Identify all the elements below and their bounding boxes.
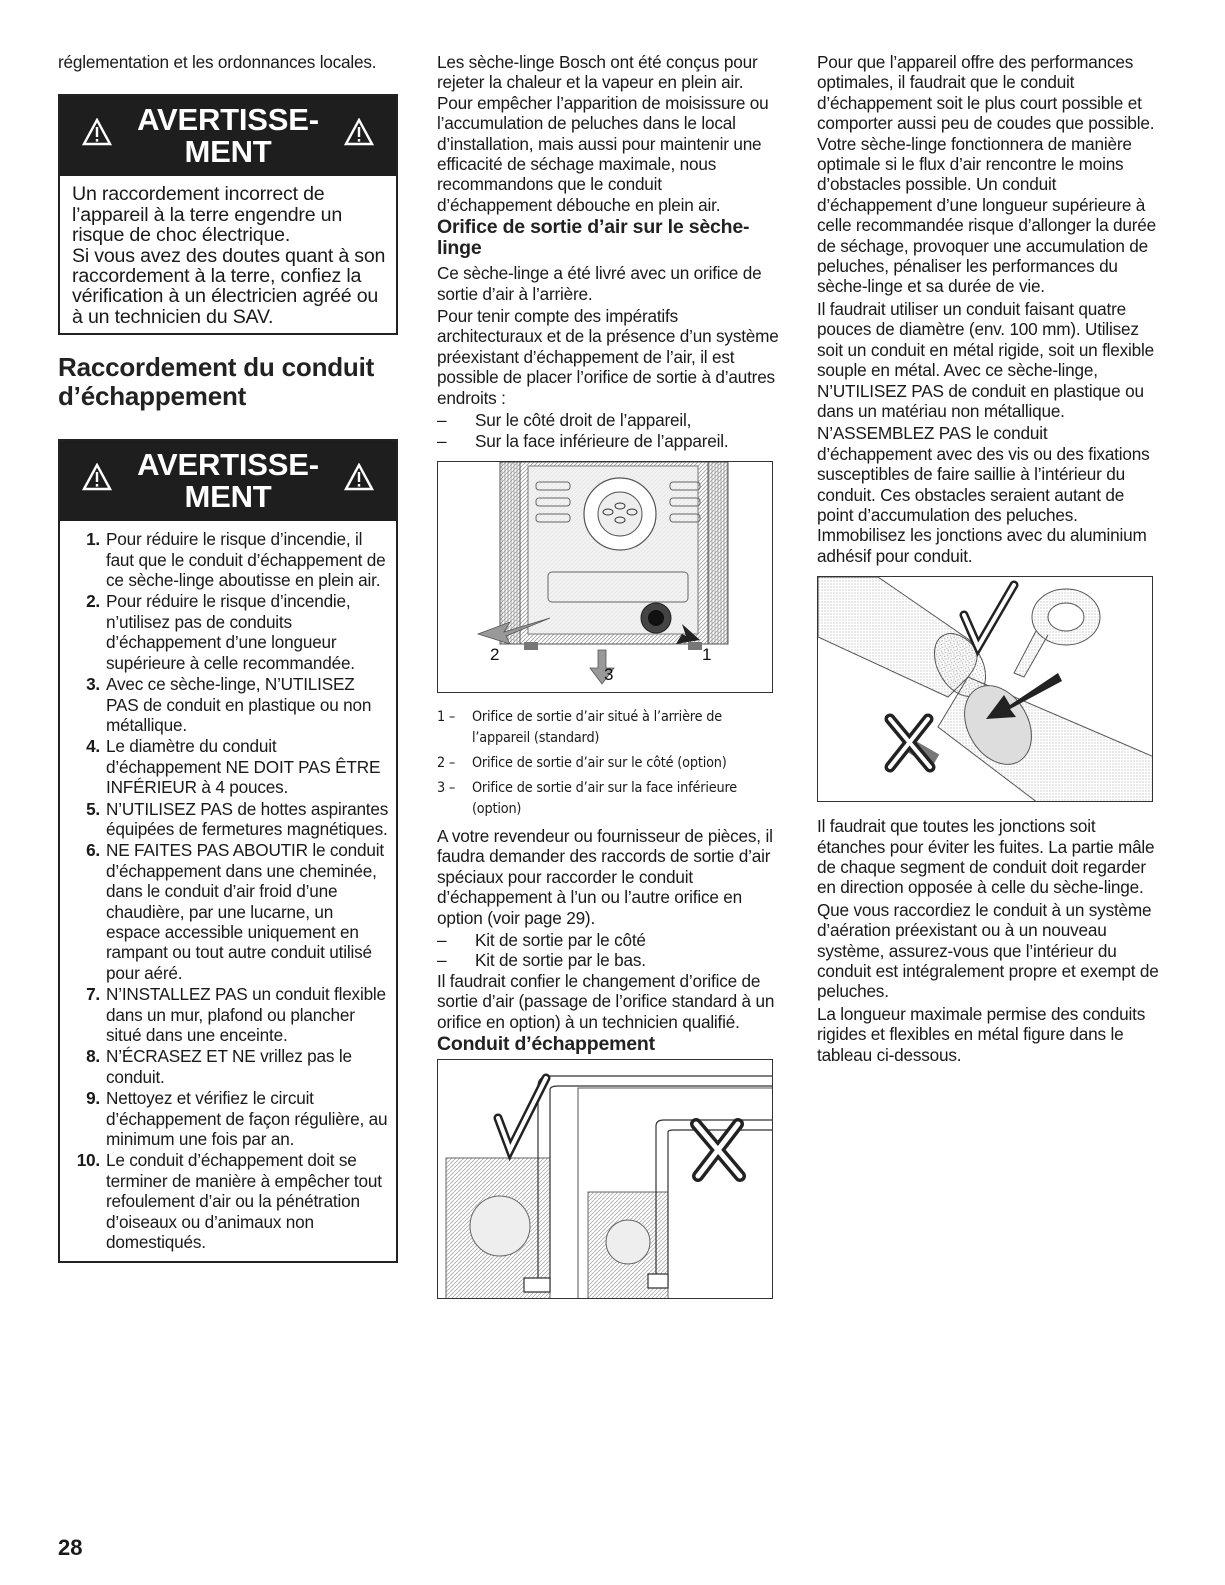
- warning-box-grounding: [58, 94, 398, 335]
- list-number: 1.: [86, 529, 100, 550]
- figure-caption: [437, 753, 777, 774]
- caption-number: 3 –: [437, 779, 456, 796]
- list-item: [70, 984, 390, 1045]
- paragraph: La longueur maximale permise des conduits rigides et flexibles en métal figure dans le tableau ci-dessous.: [817, 1003, 1146, 1065]
- dash-text: Kit de sortie par le bas.: [475, 950, 646, 971]
- warning-title-line1: AVERTISSE-: [137, 447, 319, 483]
- dash-text: Sur le côté droit de l’appareil,: [475, 410, 692, 431]
- paragraph: N’ASSEMBLEZ PAS le conduit d’échappement avec des vis ou des fixations susceptibles de faire saillie à l’intérieur du conduit. Ces obstacles seraient autant de point d’accumulation des peluches. Immobilisez les jonctions avec du aluminium adhésif pour conduit.: [817, 423, 1150, 566]
- list-text: Pour réduire le risque d’incendie, n’utilisez pas de conduits d’échappement d’une longueur supérieure à celle recommandée.: [106, 591, 355, 673]
- dash-item: [437, 431, 779, 451]
- caption-text: Orifice de sortie d’air sur le côté (option): [471, 754, 727, 771]
- dash-mark: –: [437, 950, 447, 971]
- warning-text: Si vous avez des doutes quant à son raccordement à la terre, confiez la vérification à un électricien agréé ou à un technicien du SAV.: [72, 244, 386, 328]
- warning-box-exhaust: [58, 439, 398, 1263]
- duct-routing-illustration: [438, 1060, 773, 1299]
- dryer-outlet-figure: [437, 461, 773, 693]
- figure-label-2: 2: [490, 644, 500, 664]
- figure-label-1: 1: [702, 644, 712, 664]
- list-text: Le conduit d’échappement doit se terminer de manière à empêcher tout refoulement d’air ou la pénétration d’oiseaux ou d’animaux non domestiqués.: [106, 1150, 382, 1253]
- list-number: 8.: [86, 1046, 100, 1067]
- list-text: N’INSTALLEZ PAS un conduit flexible dans un mur, plafond ou plancher situé dans une enceinte.: [106, 984, 386, 1045]
- intro-text: réglementation et les ordonnances locales.: [58, 52, 377, 72]
- column-right: [817, 52, 1162, 1067]
- caption-text: Orifice de sortie d’air sur la face inférieure (option): [471, 779, 738, 817]
- dash-text: Sur la face inférieure de l’appareil.: [475, 430, 729, 451]
- list-item: [70, 840, 390, 983]
- paragraph: A votre revendeur ou fournisseur de pièces, il faudra demander des raccords de sortie d’air spéciaux pour raccorder le conduit d’échappement à l’un ou l’autre orifice en option (voir page 29).: [437, 825, 773, 928]
- list-number: 7.: [86, 984, 100, 1005]
- list-number: 9.: [86, 1088, 100, 1109]
- duct-joint-figure: [817, 576, 1153, 802]
- list-item: [70, 736, 390, 797]
- list-item: [70, 591, 390, 673]
- list-number: 10.: [76, 1150, 100, 1171]
- warning-triangle-icon: [344, 463, 374, 491]
- subheading-orifice: Orifice de sortie d’air sur le sèche-linge: [437, 216, 750, 260]
- list-number: 4.: [86, 736, 100, 757]
- dash-item: [437, 950, 779, 970]
- paragraph: Il faudrait confier le changement d’orifice de sortie d’air (passage de l’orifice standard à un orifice en option) à un technicien qualifié.: [437, 970, 775, 1032]
- list-item: [70, 1088, 390, 1149]
- list-text: Avec ce sèche-linge, N’UTILISEZ PAS de conduit en plastique ou non métallique.: [106, 674, 372, 735]
- warning-title-line1: AVERTISSE-: [137, 102, 319, 138]
- list-item: [70, 1046, 390, 1087]
- dash-text: Kit de sortie par le côté: [475, 929, 646, 950]
- paragraph: Pour tenir compte des impératifs architecturaux et de la présence d’un système préexistant d’échappement de l’air, il est possible de placer l’orifice de sortie à d’autres endroits :: [437, 306, 779, 408]
- list-item: [70, 1150, 390, 1252]
- warning-triangle-icon: [344, 118, 374, 146]
- dryer-rear-illustration: [438, 462, 773, 693]
- list-number: 6.: [86, 840, 100, 861]
- warning-triangle-icon: [82, 463, 112, 491]
- dash-mark: –: [437, 430, 447, 451]
- list-text: Le diamètre du conduit d’échappement NE DOIT PAS ÊTRE INFÉRIEUR à 4 pouces.: [106, 736, 381, 798]
- section-title: Raccordement du conduit d’échappement: [58, 352, 375, 412]
- dash-item: [437, 410, 779, 430]
- column-middle: [437, 52, 779, 1299]
- list-text: N’ÉCRASEZ ET NE vrillez pas le conduit.: [106, 1046, 352, 1087]
- warning-title-line2: MENT: [184, 134, 272, 170]
- column-left: [58, 52, 398, 1263]
- list-item: [70, 529, 390, 590]
- figure-caption: [437, 707, 777, 749]
- list-item: [70, 799, 390, 840]
- caption-text: Orifice de sortie d’air situé à l’arrière de l’appareil (standard): [471, 708, 723, 746]
- warning-title-line2: MENT: [184, 479, 272, 515]
- page-number: 28: [58, 1535, 83, 1560]
- list-item: [70, 674, 390, 735]
- warning-triangle-icon: [82, 118, 112, 146]
- paragraph: Les sèche-linge Bosch ont été conçus pour rejeter la chaleur et la vapeur en plein air. Pour empêcher l’apparition de moisissure ou l’accumulation de peluches dans le local d’installation, mais aussi pour maintenir une efficacité de séchage maximale, nous recommandons que le conduit d’échappement débouche en plein air.: [437, 52, 769, 215]
- list-text: Nettoyez et vérifiez le circuit d’échappement de façon régulière, au minimum une fois par an.: [106, 1088, 388, 1150]
- list-number: 2.: [86, 591, 100, 612]
- list-text: N’UTILISEZ PAS de hottes aspirantes équipées de fermetures magnétiques.: [106, 798, 389, 839]
- dash-mark: –: [437, 929, 447, 950]
- paragraph: Ce sèche-linge a été livré avec un orifice de sortie d’air à l’arrière.: [437, 263, 762, 304]
- figure-caption: [437, 778, 777, 820]
- list-text: Pour réduire le risque d’incendie, il faut que le conduit d’échappement de ce sèche-linge aboutisse en plein air.: [106, 529, 386, 591]
- caption-number: 1 –: [437, 708, 456, 725]
- list-number: 3.: [86, 674, 100, 695]
- dash-item: [437, 930, 779, 950]
- paragraph: Pour que l’appareil offre des performances optimales, il faudrait que le conduit d’échappement soit le plus court possible et comporter aussi peu de coudes que possible. Votre sèche-linge fonctionnera de manière optimale si le flux d’air rencontre le moins d’obstacles possible. Un conduit d’échappement d’une longueur supérieure à celle recommandée risque d’allonger la durée de séchage, provoquer une accumulation de peluches, pénaliser les performances du sèche-linge et sa durée de vie.: [817, 52, 1156, 297]
- duct-tape-illustration: [818, 577, 1153, 802]
- list-number: 5.: [86, 798, 100, 819]
- warning-header: [60, 96, 396, 176]
- list-text: NE FAITES PAS ABOUTIR le conduit d’échappement dans une cheminée, dans le conduit d’air froid d’une chaudière, par une lucarne, un espace accessible uniquement en rampant ou tout autre conduit utilisé pour aéré.: [106, 840, 384, 983]
- paragraph: Que vous raccordiez le conduit à un système d’aération préexistant ou à un nouveau système, assurez-vous que l’intérieur du conduit est intégralement propre et exempt de peluches.: [817, 899, 1159, 1002]
- paragraph: Il faudrait que toutes les jonctions soit étanches pour éviter les fuites. La partie mâle de chaque segment de conduit doit regarder en direction opposée à celle du sèche-linge.: [817, 816, 1155, 898]
- figure-label-3: 3: [604, 664, 614, 684]
- caption-number: 2 –: [437, 754, 456, 771]
- warning-header: [60, 441, 396, 521]
- paragraph: Il faudrait utiliser un conduit faisant quatre pouces de diamètre (env. 100 mm). Utilisez soit un conduit en métal rigide, soit un flexible souple en métal. Avec ce sèche-linge, N’UTILISEZ PAS de conduit en plastique ou dans un matériau non métallique.: [817, 298, 1155, 421]
- dash-mark: –: [437, 410, 447, 431]
- warning-text: Un raccordement incorrect de l’appareil à la terre engendre un risque de choc électrique.: [72, 183, 343, 247]
- exhaust-duct-figure: [437, 1059, 773, 1299]
- warning-body: [60, 176, 396, 333]
- subheading-conduit: Conduit d’échappement: [437, 1032, 655, 1055]
- warning-list: [60, 521, 396, 1261]
